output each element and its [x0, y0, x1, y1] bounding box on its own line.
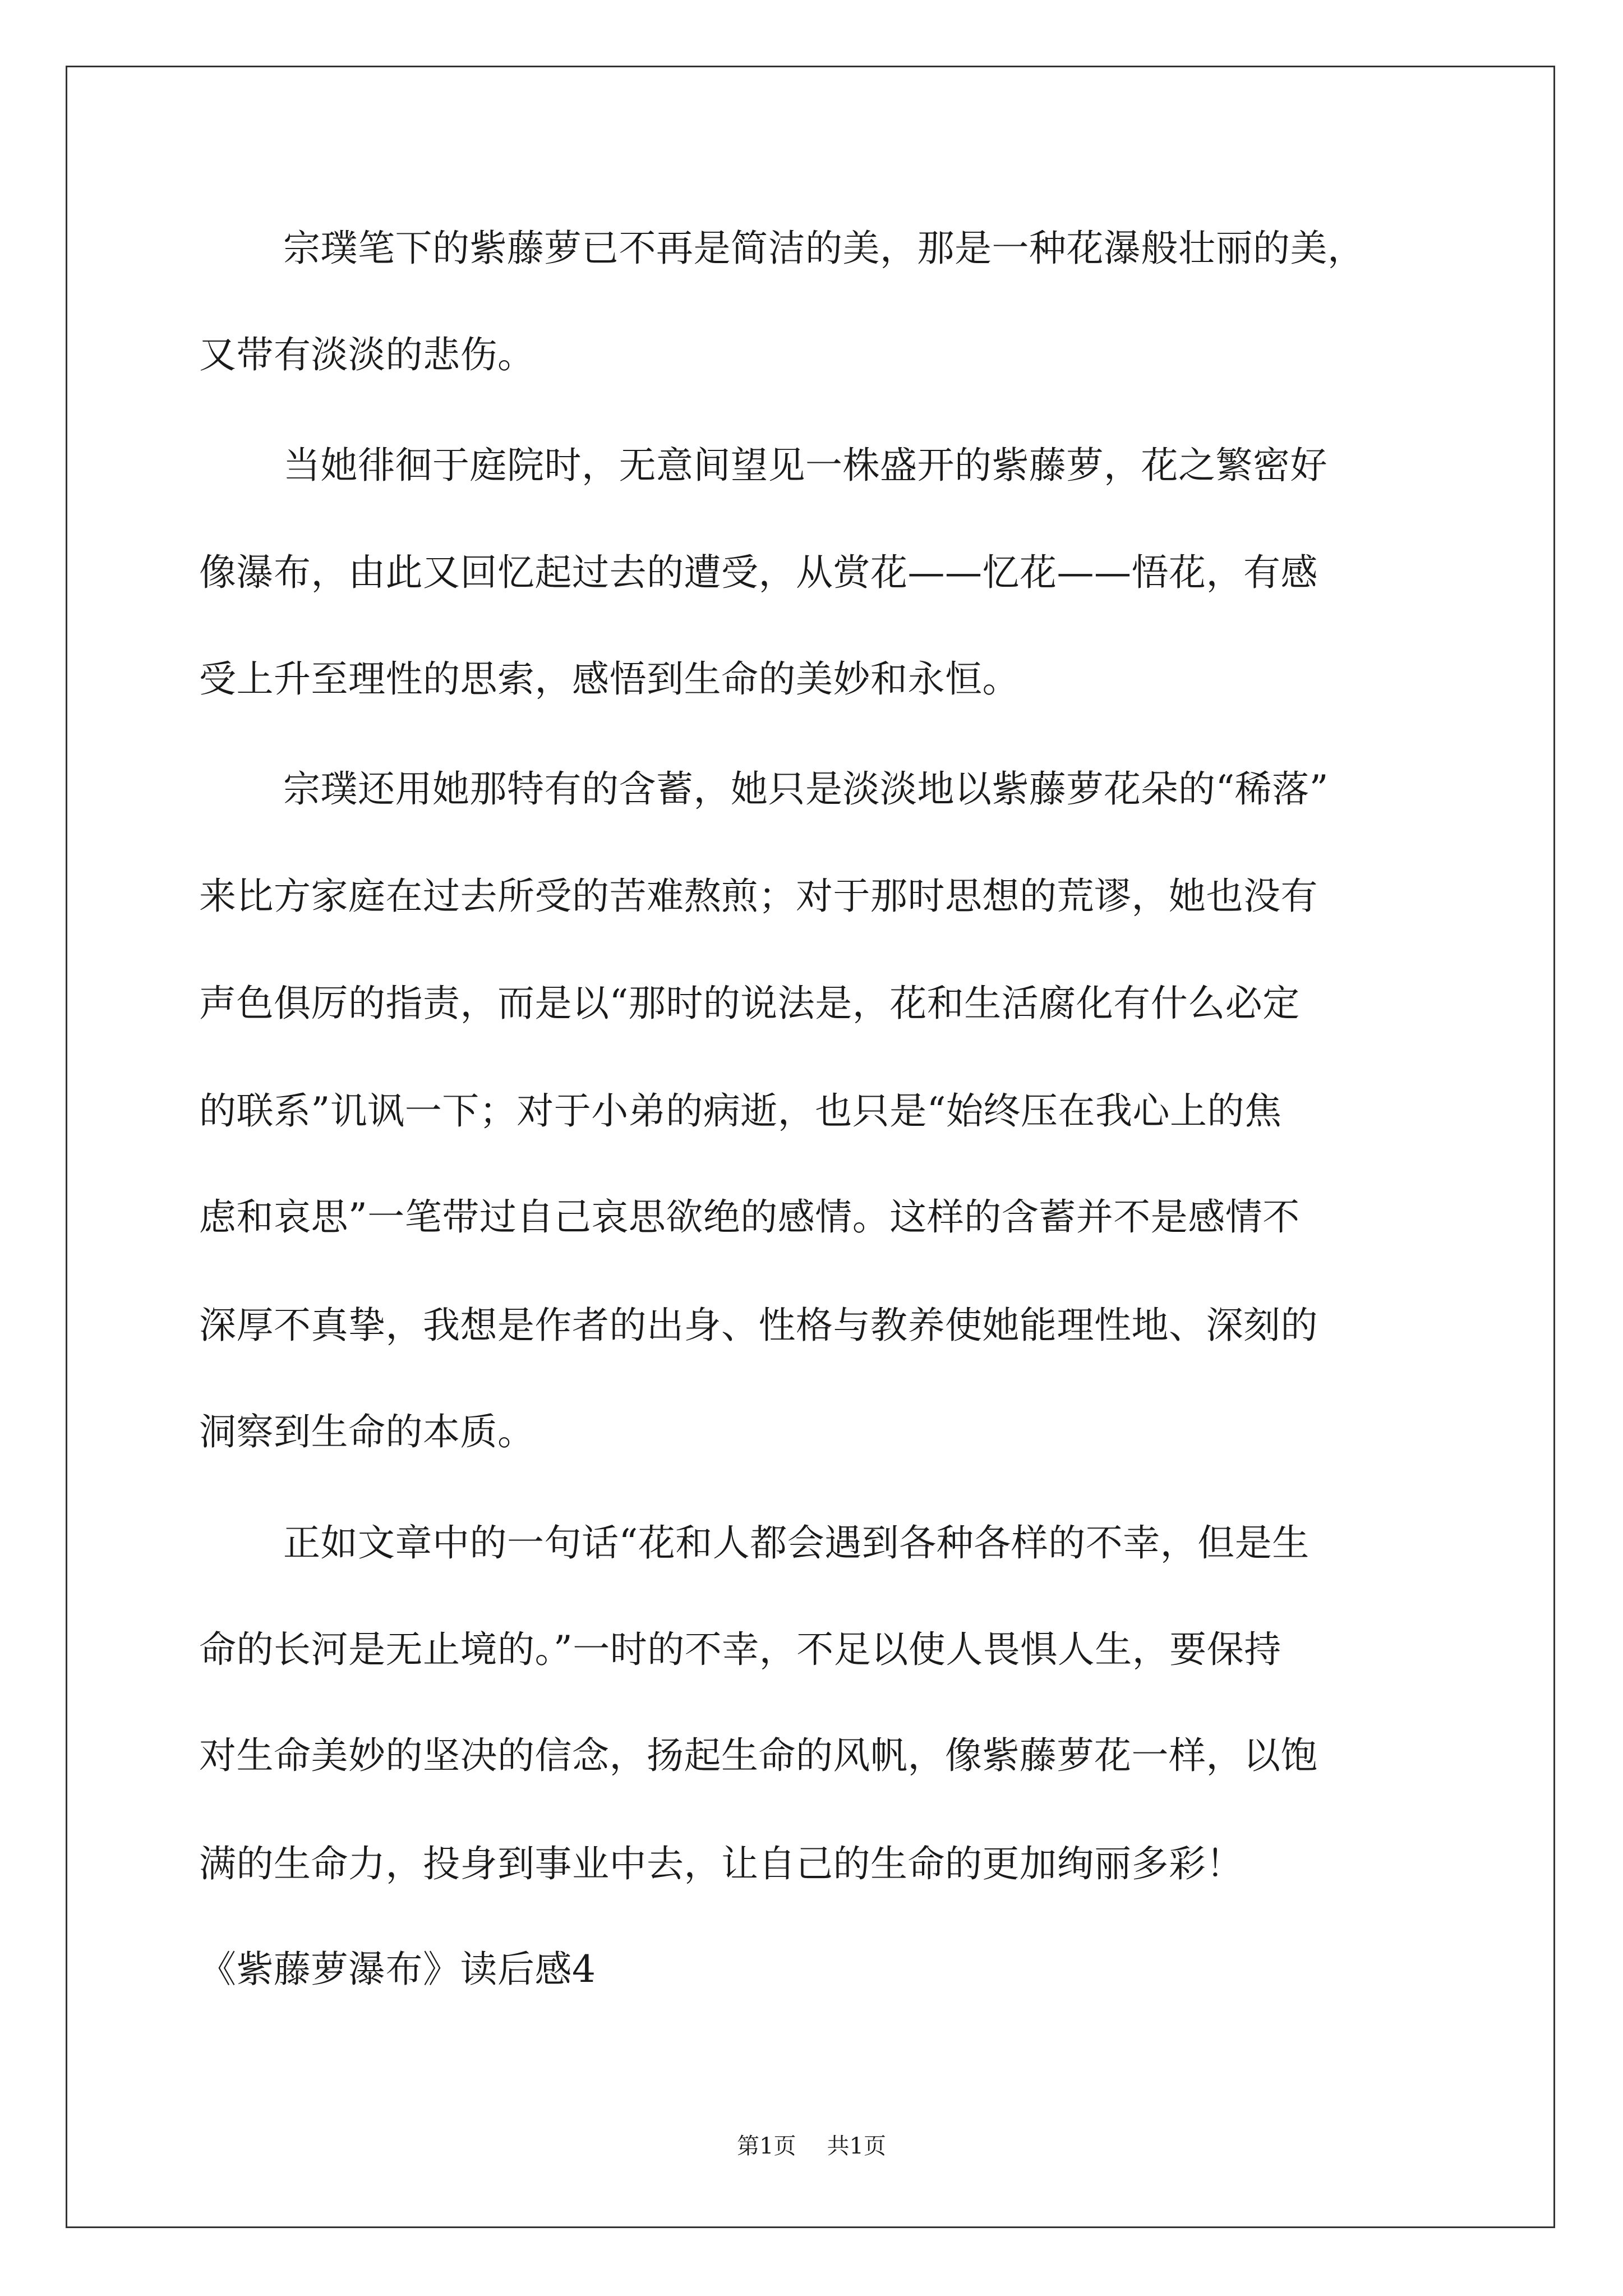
- paragraph-2-line-2: 像瀑布，由此又回忆起过去的遭受，从赏花——忆花——悟花，有感: [199, 551, 1318, 594]
- page-footer: [0, 2135, 1623, 2157]
- paragraph-3-line-6: 深厚不真挚，我想是作者的出身、性格与教养使她能理性地、深刻的: [199, 1304, 1318, 1347]
- page-number-total: 共1页: [827, 2133, 886, 2159]
- paragraph-4-line-3: 对生命美妙的坚决的信念，扬起生命的风帆，像紫藤萝花一样，以饱: [199, 1734, 1318, 1777]
- paragraph-4-line-1: 正如文章中的一句话“花和人都会遇到各种各样的不幸，但是生: [283, 1521, 1310, 1565]
- page-border: [66, 66, 1555, 2228]
- paragraph-1-line-2: 又带有淡淡的悲伤。: [199, 333, 535, 376]
- paragraph-1-line-1: 宗璞笔下的紫藤萝已不再是简洁的美，那是一种花瀑般壮丽的美，: [283, 227, 1365, 270]
- paragraph-3-line-3: 声色俱厉的指责，而是以“那时的说法是，花和生活腐化有什么必定: [199, 982, 1300, 1025]
- paragraph-3-line-4: 的联系”讥讽一下；对于小弟的病逝，也只是“始终压在我心上的焦: [199, 1089, 1282, 1133]
- paragraph-2-line-3: 受上升至理性的思索，感悟到生命的美妙和永恒。: [199, 657, 1020, 701]
- page-number-current: 第1页: [737, 2133, 796, 2159]
- section-heading: 《紫藤萝瀑布》读后感4: [199, 1948, 596, 1991]
- paragraph-4-line-4: 满的生命力，投身到事业中去，让自己的生命的更加绚丽多彩！: [199, 1842, 1243, 1885]
- paragraph-2-line-1: 当她徘徊于庭院时，无意间望见一株盛开的紫藤萝，花之繁密好: [283, 444, 1327, 487]
- paragraph-3-line-5: 虑和哀思”一笔带过自己哀思欲绝的感情。这样的含蓄并不是感情不: [199, 1195, 1300, 1239]
- paragraph-3-line-2: 来比方家庭在过去所受的苦难熬煎；对于那时思想的荒谬，她也没有: [199, 875, 1318, 918]
- paragraph-3-line-7: 洞察到生命的本质。: [199, 1410, 535, 1453]
- paragraph-4-line-2: 命的长河是无止境的。”一时的不幸，不足以使人畏惧人生，要保持: [199, 1628, 1281, 1671]
- paragraph-3-line-1: 宗璞还用她那特有的含蓄，她只是淡淡地以紫藤萝花朵的“稀落”: [283, 767, 1329, 811]
